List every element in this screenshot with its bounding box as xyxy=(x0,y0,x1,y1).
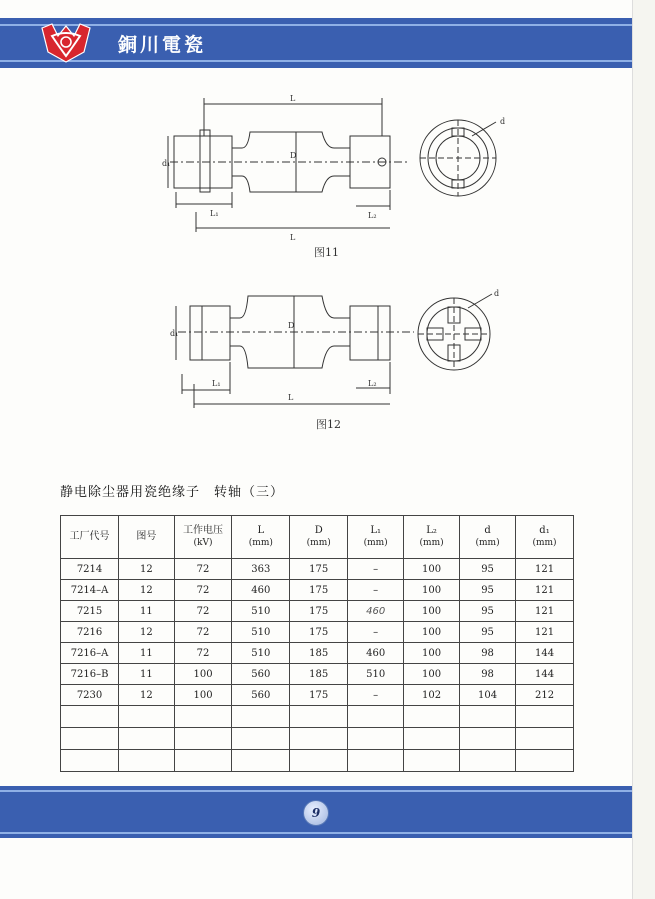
fig11-dim-d: d xyxy=(500,117,506,126)
col-header: L₂ (mm) xyxy=(404,516,460,559)
fig11-dim-L1: L₁ xyxy=(210,209,219,218)
table-header-row xyxy=(61,516,574,559)
fig12-dim-d: d xyxy=(494,289,500,298)
page-number: 9 xyxy=(303,800,329,826)
fig12-dim-L2: L₂ xyxy=(368,379,377,388)
figure-12-caption: 图12 xyxy=(316,418,341,431)
specs-table xyxy=(60,515,574,772)
col-header: L₁ (mm) xyxy=(348,516,404,559)
fig11-dim-D: D xyxy=(290,151,297,160)
col-header: L (mm) xyxy=(232,516,290,559)
col-header: d₁ (mm) xyxy=(516,516,574,559)
figure-11-caption: 图11 xyxy=(314,246,339,259)
fig11-dim-top-length: L xyxy=(290,94,296,103)
table-row: 7215 11 72 510 175 460 100 95 121 xyxy=(61,601,574,622)
table-row: 7214–A 12 72 460 175 – 100 95 121 xyxy=(61,580,574,601)
table-row: 7230 12 100 560 175 – 102 104 212 xyxy=(61,685,574,706)
fig12-dim-d1: d₁ xyxy=(170,329,179,338)
table-row: 7216–B 11 100 560 185 510 100 98 144 xyxy=(61,664,574,685)
fig11-dim-L2: L₂ xyxy=(368,211,377,220)
col-header: D (mm) xyxy=(290,516,348,559)
col-header: d (mm) xyxy=(460,516,516,559)
fig12-dim-L1: L₁ xyxy=(212,379,221,388)
table-row-empty xyxy=(61,706,574,728)
figure-12-drawing xyxy=(150,286,500,414)
fig11-dim-d1: d₁ xyxy=(162,159,171,168)
company-logo-icon xyxy=(38,22,94,64)
table-row-empty xyxy=(61,728,574,750)
brand-name: 銅川電瓷 xyxy=(118,34,207,56)
fig12-dim-D: D xyxy=(288,321,295,330)
col-header: 工厂代号 xyxy=(61,516,119,559)
table-row: 7214 12 72 363 175 – 100 95 121 xyxy=(61,559,574,580)
col-header: 工作电压 (kV) xyxy=(174,516,232,559)
table-row-empty xyxy=(61,750,574,772)
fig11-dim-L: L xyxy=(290,233,296,242)
page-edge xyxy=(632,0,655,899)
col-header: 图号 xyxy=(119,516,175,559)
header-band xyxy=(0,18,632,68)
figure-11-drawing xyxy=(150,92,506,242)
table-row: 7216 12 72 510 175 – 100 95 121 xyxy=(61,622,574,643)
table-row: 7216–A 11 72 510 185 460 100 98 144 xyxy=(61,643,574,664)
section-title: 静电除尘器用瓷绝缘子 转轴（三） xyxy=(60,485,285,500)
fig12-dim-L: L xyxy=(288,393,294,402)
handwritten-value: 460 xyxy=(348,601,404,622)
